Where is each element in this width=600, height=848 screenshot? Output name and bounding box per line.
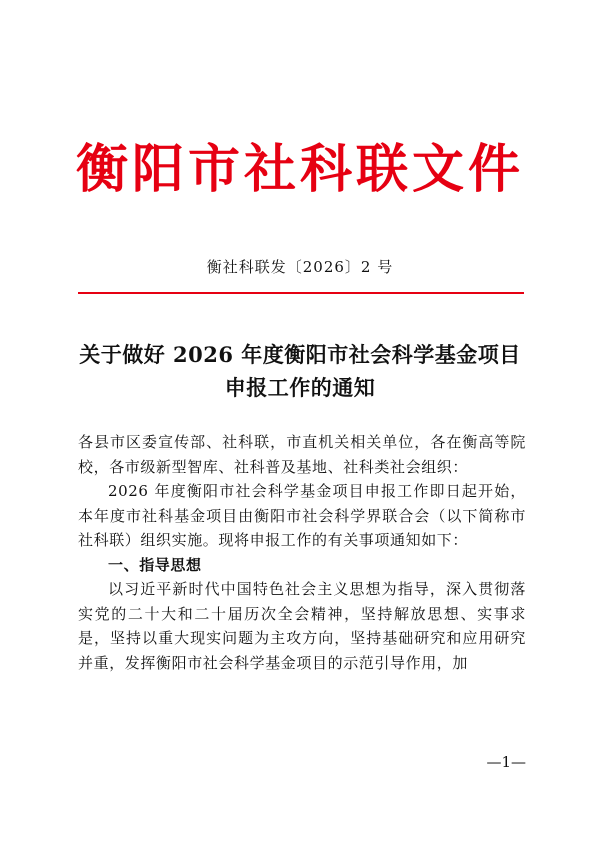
red-divider-line [78, 292, 524, 294]
section-heading-guiding-thought: 一、指导思想 [108, 555, 202, 574]
recipients-paragraph: 各县市区委宣传部、社科联，市直机关相关单位，各在衡高等院校，各市级新型智库、社科普及基地、社科类社会组织： [78, 433, 526, 476]
notice-title [70, 338, 530, 404]
notice-title-line-2: 申报工作的通知 [224, 375, 376, 400]
notice-title-line-1: 关于做好 2026 年度衡阳市社会科学基金项目 [79, 342, 521, 367]
issuer-header-title: 衡阳市社科联文件 [75, 139, 524, 200]
document-number: 衡社科联发〔2026〕2 号 [206, 258, 394, 276]
page-number: —1— [486, 753, 526, 771]
intro-paragraph: 2026 年度衡阳市社会科学基金项目申报工作即日起开始，本年度市社科基金项目由衡阳市社会科学界联合会（以下简称市社科联）组织实施。现将申报工作的有关事项通知如下： [78, 482, 526, 549]
section-paragraph-guiding-thought: 以习近平新时代中国特色社会主义思想为指导，深入贯彻落实党的二十大和二十届历次全会精神，坚持解放思想、实事求是，坚持以重大现实问题为主攻方向，坚持基础研究和应用研究并重，发挥衡阳市社会科学基金项目的示范引导作用，加 [78, 580, 526, 672]
notice-body [78, 430, 526, 675]
